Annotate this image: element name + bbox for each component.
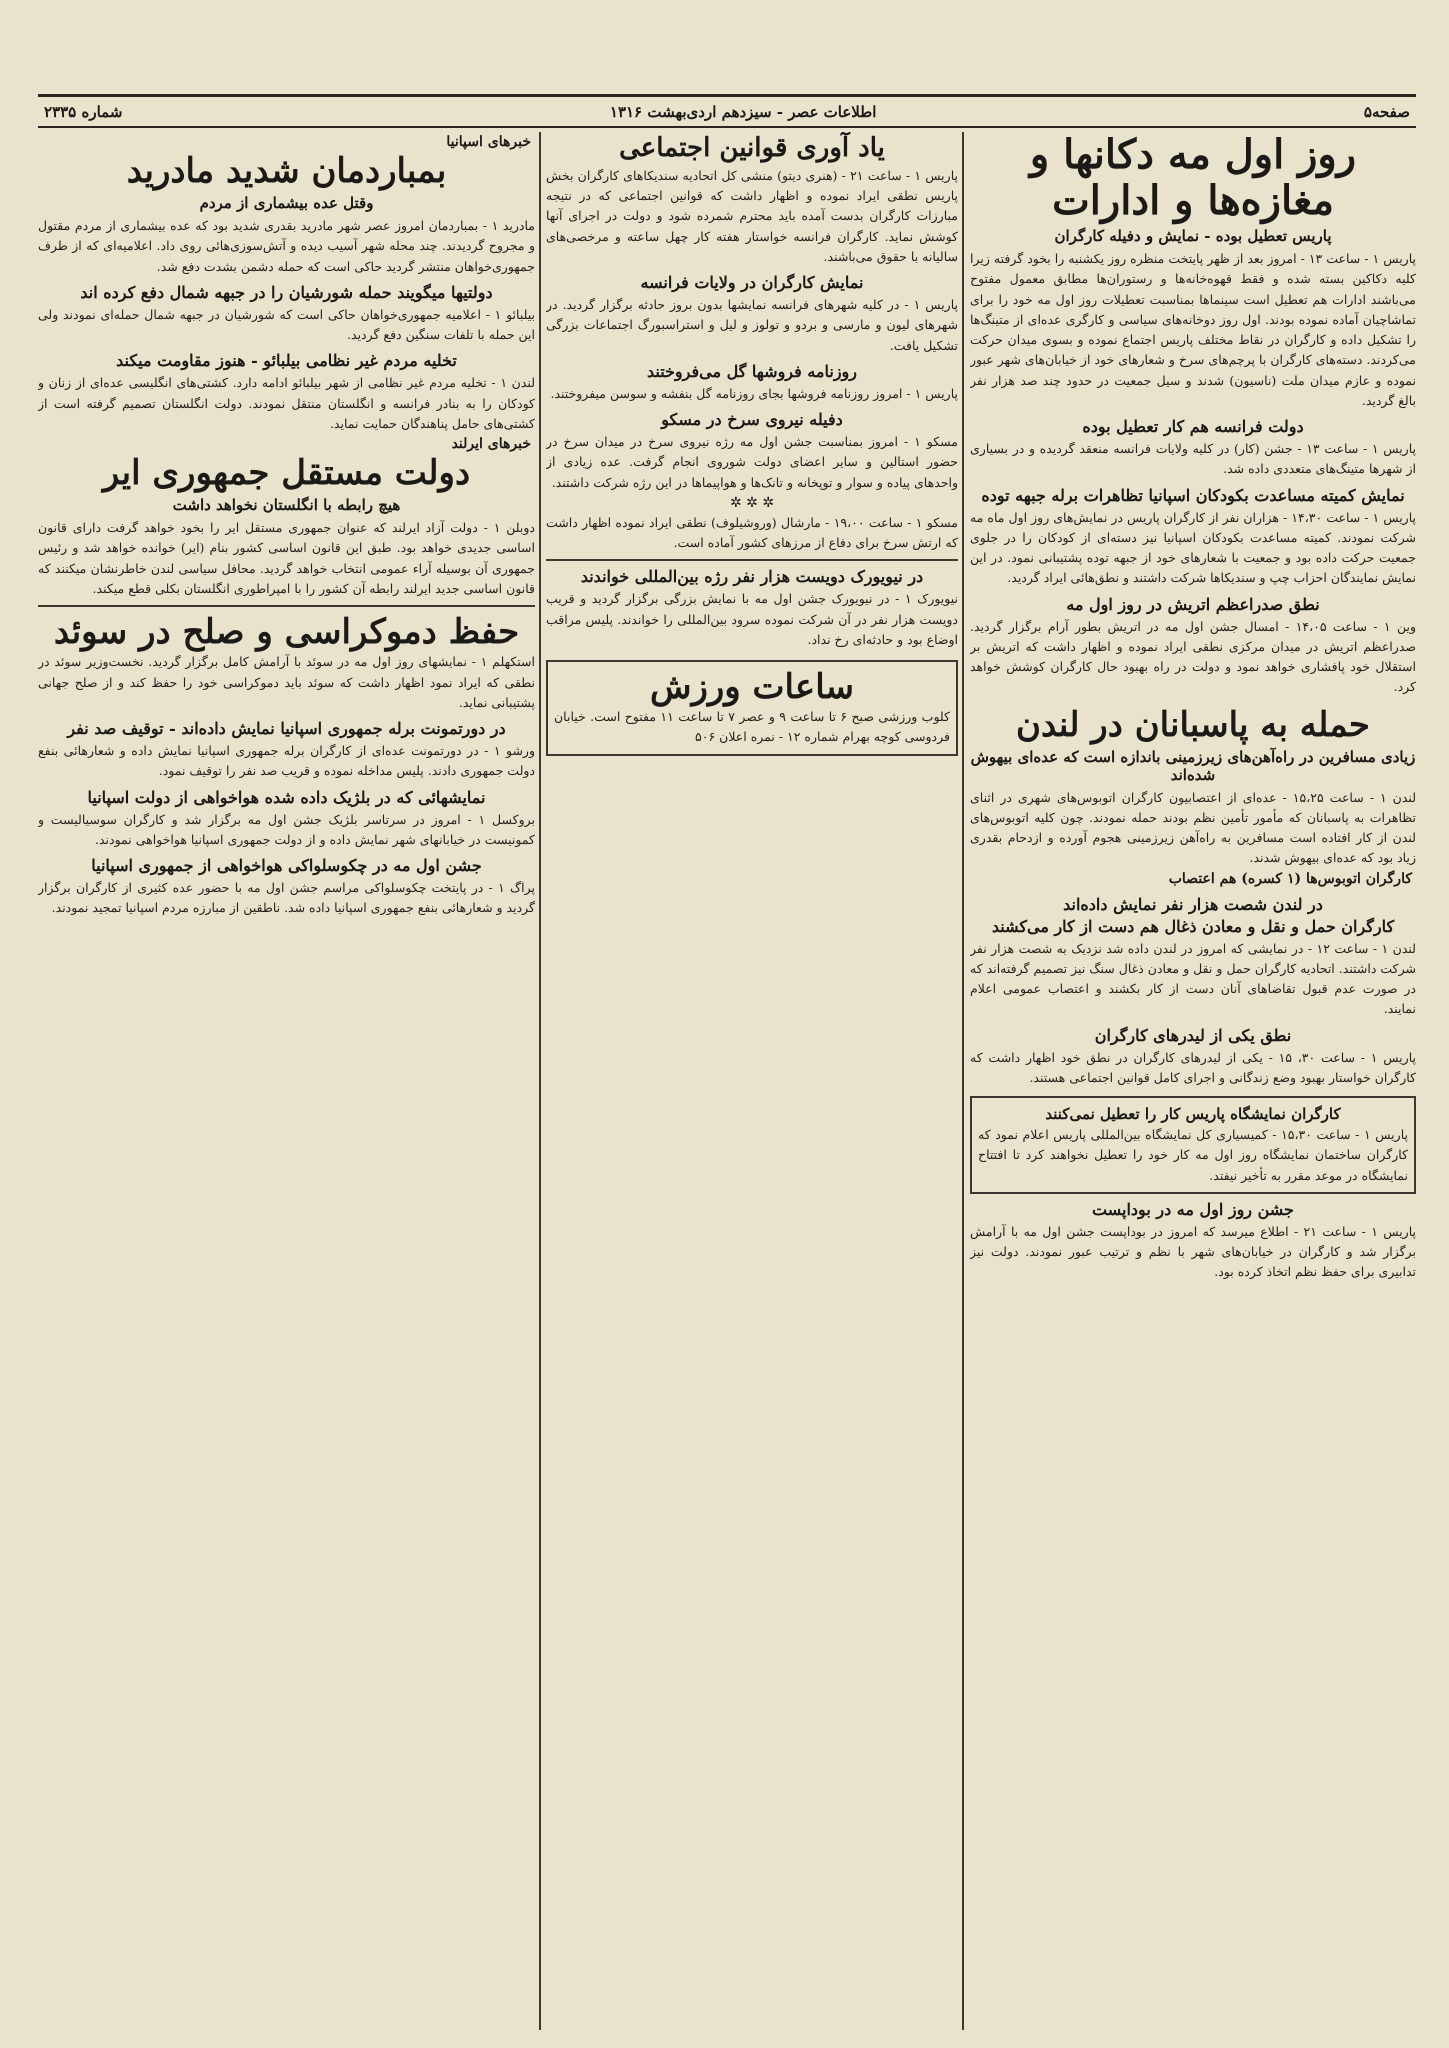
article-sweden: استکهلم ۱ - نمایشهای روز اول مه در سوئد با آرامش کامل برگزار گردید. نخست‌وزیر سوئد در نطقی که ایراد نمود اظهار داشت که سوئد باید دموکراسی خود را حفظ کند و از صلح جهانی پشتیبانی نماید.: [38, 654, 535, 710]
article-provinces: پاریس ۱ - در کلیه شهرهای فرانسه نمایشها بدون بروز حادثه برگزار گردید. در شهرهای لیون و مارسی و بردو و تولوز و لیل و استراسبورگ اجتماعات بزرگی تشکیل یافت.: [546, 297, 958, 353]
subhead-dortmund: در دورتمونت برله جمهوری اسپانیا نمایش داده‌اند - توقیف صد نفر: [67, 719, 506, 739]
article-voroshilov: مسکو ۱ - ساعت ۱۹،۰۰ - مارشال (وروشیلوف) نطقی ایراد نموده اظهار داشت که ارتش سرخ برای دفاع از مرزهای کشور آماده است.: [546, 514, 958, 551]
subhead-madrid: وقتل عده بیشماری از مردم: [199, 194, 374, 213]
separator-stars: ✲ ✲ ✲: [729, 494, 775, 511]
article-austria: وین ۱ - ساعت ۱۴،۰۵ - امسال جشن اول مه در اتریش بطور آرام برگزار گردید. صدراعظم اتریش در میدان مرکزی نطقی ایراد نموده و اظهار داشت که اتریش بر استقلال خود پافشاری خواهد نمود و دولت در راه بهبود حال کارگران کوشش خواهد کرد.: [970, 618, 1416, 695]
page-label: صفحه۵: [1363, 102, 1410, 121]
section-rule: [546, 559, 958, 561]
box-exhibition-title: کارگران نمایشگاه پاریس کار را تعطیل نمی‌کنند: [1045, 1105, 1341, 1124]
subhead-bilbao: تخلیه مردم غیر نظامی بیلبائو - هنوز مقاومت میکند: [116, 351, 457, 371]
subhead-france: دولت فرانسه هم کار تعطیل بوده: [1082, 417, 1304, 436]
subhead-sixty-thousand: در لندن شصت هزار نفر نمایش داده‌اند: [1063, 894, 1323, 914]
subhead-belgium: نمایشهائی که در بلژیک داده شده هواخواهی از دولت اسپانیا: [87, 787, 486, 807]
masthead-center: اطلاعات عصر - سیزدهم اردی‌بهشت ۱۳۱۶: [609, 102, 877, 121]
section-rule: [38, 605, 535, 607]
article-france: پاریس ۱ - ساعت ۱۳ - جشن (کار) در کلیه ولایات فرانسه منعقد گردیده و در بسیاری از شهرها متینگ‌های متعددی داده شد.: [970, 441, 1416, 477]
column-middle: [546, 132, 958, 2027]
masthead-bar: [38, 94, 1416, 128]
subhead-north-front: دولتیها میگویند حمله شورشیان را در جبهه شمال دفع کرده اند: [80, 282, 493, 302]
article-flowers: پاریس ۱ - امروز روزنامه فروشها بجای روزنامه گل بنفشه و سوسن میفروختند.: [550, 385, 958, 401]
box-sports-title: ساعات ورزش: [649, 667, 855, 708]
kicker-ireland: خبرهای ایرلند: [451, 436, 531, 453]
column-left: [38, 132, 535, 2027]
headline-london: حمله به پاسبانان در لندن: [1016, 704, 1370, 745]
subhead-new-york: در نیویورک دویست هزار نفر رژه بین‌المللی خواندند: [580, 567, 924, 587]
subhead-paris: پاریس تعطیل بوده - نمایش و دفیله کارگران: [1054, 227, 1332, 245]
subhead-flowers: روزنامه فروشها گل می‌فروختند: [646, 361, 857, 381]
article-london: لندن ۱ - ساعت ۱۵،۲۵ - عده‌ای از اعتصابیون کارگران اتوبوس‌های شهری در اثنای تظاهرات به پاسبانان که مأمور تأمین نظم بودند حمله نمودند. چون کلیه اتوبوس‌های لندن از کار افتاده است مسافرین به راه‌آهن زیرزمینی هجوم آورده و ازدحام بقدری زیاد بود که عده‌ای بیهوش شدند.: [970, 789, 1416, 866]
article-czech: پراگ ۱ - در پایتخت چکوسلواکی مراسم جشن اول مه با حضور عده کثیری از کارگران برگزار گردید و شعارهائی بنفع جمهوری اسپانیا داده شد. ناطقین از مبارزه مردم اسپانیا تمجید نمودند.: [38, 880, 535, 916]
issue-number: شماره ۲۳۳۵: [44, 102, 123, 121]
article-north-front: بیلبائو ۱ - اعلامیه جمهوری‌خواهان حاکی است که شورشیان در جبهه شمال حمله‌ای نمودند ولی این حمله با تلفات سنگین دفع گردید.: [38, 306, 535, 343]
subhead-moscow: دفیله نیروی سرخ در مسکو: [661, 410, 843, 430]
kicker-bus: کارگران اتوبوس‌ها (۱ کسره) هم اعتصاب: [1168, 870, 1412, 887]
subhead-leader: نطق یکی از لیدرهای کارگران: [1094, 1025, 1292, 1045]
subhead-budapest: جشن روز اول مه در بوداپست: [1092, 1199, 1294, 1219]
column-right: [970, 132, 1416, 2027]
column-rule: [962, 132, 964, 2030]
box-exhibition-body: پاریس ۱ - ساعت ۱۵،۳۰ - کمیسیاری کل نمایشگاه بین‌المللی پاریس اعلام نمود که کارگران ساختمان نمایشگاه روز اول مه کار خود را تعطیل نخواهند کرد تا افتتاح نمایشگاه در موعد مقرر به تأخیر نیفتد.: [978, 1127, 1408, 1183]
article-new-york: نیویورک ۱ - در نیویورک جشن اول مه با نمایش بزرگی برگزار گردید و قریب دویست هزار نفر در آن شرکت نموده سرود بین‌المللی را خواندند. پلیس مراقب اوضاع بود و حادثه‌ای رخ نداد.: [546, 591, 958, 647]
subhead-london: زیادی مسافرین در راه‌آهن‌های زیرزمینی باندازه است که عده‌ای بیهوش شده‌اند: [970, 747, 1416, 784]
subhead-spain-children: نمایش کمیته مساعدت بکودکان اسپانیا تظاهرات برله جبهه توده: [981, 485, 1405, 505]
article-social-laws: پاریس ۱ - ساعت ۲۱ - (هنری دیتو) منشی کل اتحادیه سندیکاهای کارگران بخش پاریس نطقی ایراد نموده و اظهار داشت که قوانین اجتماعی که در نتیجه مبارزات کارگران بدست آمده باید محترم شمرده شود و دولت در اجرای آنها کوشش نماید. کارگران فرانسه خواستار هفته کار چهل ساعته و مرخصی‌های سالیانه با حقوق می‌باشند.: [546, 167, 958, 264]
article-eire: دوبلن ۱ - دولت آزاد ایرلند که عنوان جمهوری مستقل ایر را بخود خواهد گرفت دارای قانون اساسی جدیدی خواهد بود. طبق این قانون اساسی کشور بنام (ایر) خوانده خواهد شد و رئیس جمهوری آن بوسیله آراء عمومی انتخاب خواهد گردید. محافل سیاسی لندن خاطرنشان میکنند که قانون اساسی جدید ایرلند رابطه آن کشور را با امپراطوری انگلستان بکلی قطع میکند.: [38, 520, 535, 596]
newspaper-page: [38, 20, 1416, 2030]
article-coal: لندن ۱ - ساعت ۱۲ - در نمایشی که امروز در لندن داده شد نزدیک به شصت هزار نفر شرکت داشتند. اتحادیه کارگران حمل و نقل و معادن ذغال سنگ نیز تصمیم گرفته‌اند که در صورت عدم قبول تقاضاهای آنان دست از کار بکشند و اعتصاب عمومی اعلام نمایند.: [970, 940, 1416, 1017]
box-sports-hours: [546, 660, 958, 756]
headline-eire: دولت مستقل جمهوری ایر: [102, 453, 471, 494]
column-rule: [539, 132, 541, 2030]
subhead-provinces: نمایش کارگران در ولایات فرانسه: [640, 273, 864, 293]
headline-sweden: حفظ دموکراسی و صلح در سوئد: [53, 612, 520, 653]
article-dortmund: ورشو ۱ - در دورتمونت عده‌ای از کارگران برله جمهوری اسپانیا نمایش داده و شعارهائی بنفع دولت جمهوری دادند. پلیس مداخله نموده و قریب صد نفر را توقیف نمود.: [38, 743, 535, 779]
article-leader: پاریس ۱ - ساعت ۳۰، ۱۵ - یکی از لیدرهای کارگران در نطق خود اظهار داشت که کارگران خواستار بهبود وضع زندگانی و اجرای کامل قوانین اجتماعی هستند.: [970, 1049, 1416, 1085]
subhead-eire: هیچ رابطه با انگلستان نخواهد داشت: [172, 496, 401, 515]
subhead-austria: نطق صدراعظم اتریش در روز اول مه: [1066, 594, 1320, 614]
subhead-coal: کارگران حمل و نقل و معادن ذغال هم دست از کار می‌کشند: [991, 916, 1395, 936]
headline-madrid: بمباردمان شدید مادرید: [126, 151, 447, 191]
subhead-czech: جشن اول مه در چکوسلواکی هواخواهی از جمهوری اسپانیا: [91, 856, 482, 876]
headline-may-day: روز اول مه دکانها و مغازه‌ها و ادارات: [1029, 132, 1357, 224]
article-paris: پاریس ۱ - ساعت ۱۳ - امروز بعد از ظهر پایتخت منظره روز یکشنبه را بخود گرفته زیرا کلیه دکاکین بسته شده و فقط قهوه‌خانه‌ها و رستوران‌ها مطابق معمول مفتوح می‌باشند ادارات هم تعطیل است سینماها بمناسبت تعطیلات روز اول مه خود را برای تماشاچیان آماده نموده بودند. اول روز دوخانه‌های سیاسی و کارگری عده‌ای از متینگ‌ها را تشکیل داده و کارگران در نقاط مختلف پاریس اجتماع نموده و بسوی میدان حرکت می‌کردند. دسته‌های کارگران با پرچم‌های سرخ و شعارهای خود از خیابان‌های شهر عبور نموده و عازم میدان ملت (ناسیون) شدند و سیل جمعیت در حدود چند صد هزار نفر بالغ گردید.: [970, 251, 1416, 408]
article-moscow: مسکو ۱ - امروز بمناسبت جشن اول مه رژه نیروی سرخ در میدان سرخ در حضور استالین و سایر اعضای دولت شوروی انجام گرفت. عده زیادی از واحدهای پیاده و سوار و توپخانه و تانک‌ها و هواپیماها در این رژه شرکت داشتند.: [546, 434, 958, 490]
article-belgium: بروکسل ۱ - امروز در سرتاسر بلژیک جشن اول مه برگزار شد و کارگران سوسیالیست و کمونیست در خیابانهای شهر نمایش داده و از دولت جمهوری اسپانیا هواخواهی نمودند.: [38, 811, 535, 847]
article-spain-children: پاریس ۱ - ساعت ۱۴،۳۰ - هزاران نفر از کارگران پاریس در نمایش‌های روز اول ماه مه شرکت نمودند. کمیته مساعدت بکودکان اسپانیا نیز دسته‌ای از کودکان را در جلوی جمعیت حرکت داده بود و جمعیت با شعارهای خود از جبهه توده پشتیبانی نمود. در این نمایش نمایندگان احزاب چپ و سندیکاها شرکت داشتند و نطق‌هائی ایراد گردید.: [970, 509, 1416, 586]
headline-social-laws: یاد آوری قوانین اجتماعی: [619, 133, 885, 163]
kicker-spain: خبرهای اسپانیا: [446, 134, 531, 150]
box-exhibition: [970, 1096, 1416, 1194]
article-madrid: مادرید ۱ - بمباردمان امروز عصر شهر مادرید بقدری شدید بود که عده بیشماری از مردم مقتول و مجروح گردیدند. چند محله شهر آسیب دیده و آتش‌سوزی‌هائی روی داد. اعلامیه‌ای که از طرف جمهوری‌خواهان منتشر گردید حاکی است که حمله دشمن بشدت دفع شد.: [38, 218, 535, 274]
article-bilbao: لندن ۱ - تخلیه مردم غیر نظامی از شهر بیلبائو ادامه دارد. کشتی‌های انگلیسی عده‌ای از زنان و کودکان را به بنادر فرانسه و انگلستان منتقل نمودند. دولت انگلستان تصمیم گرفته است از کشتی‌های حامل پناهندگان حمایت نماید.: [38, 375, 535, 431]
article-budapest: پاریس ۱ - ساعت ۲۱ - اطلاع میرسد که امروز در بوداپست جشن اول مه با آرامش برگزار شد و کارگران در خیابان‌های شهر با نظم و ترتیب عبور نمودند. دولت نیز تدابیری برای حفظ نظم اتخاذ کرده بود.: [970, 1223, 1416, 1280]
box-sports-body: کلوب ورزشی صبح ۶ تا ساعت ۹ و عصر ۷ تا ساعت ۱۱ مفتوح است. خیابان فردوسی کوچه بهرام شماره ۱۲ - نمره اعلان ۵۰۶: [554, 709, 950, 745]
